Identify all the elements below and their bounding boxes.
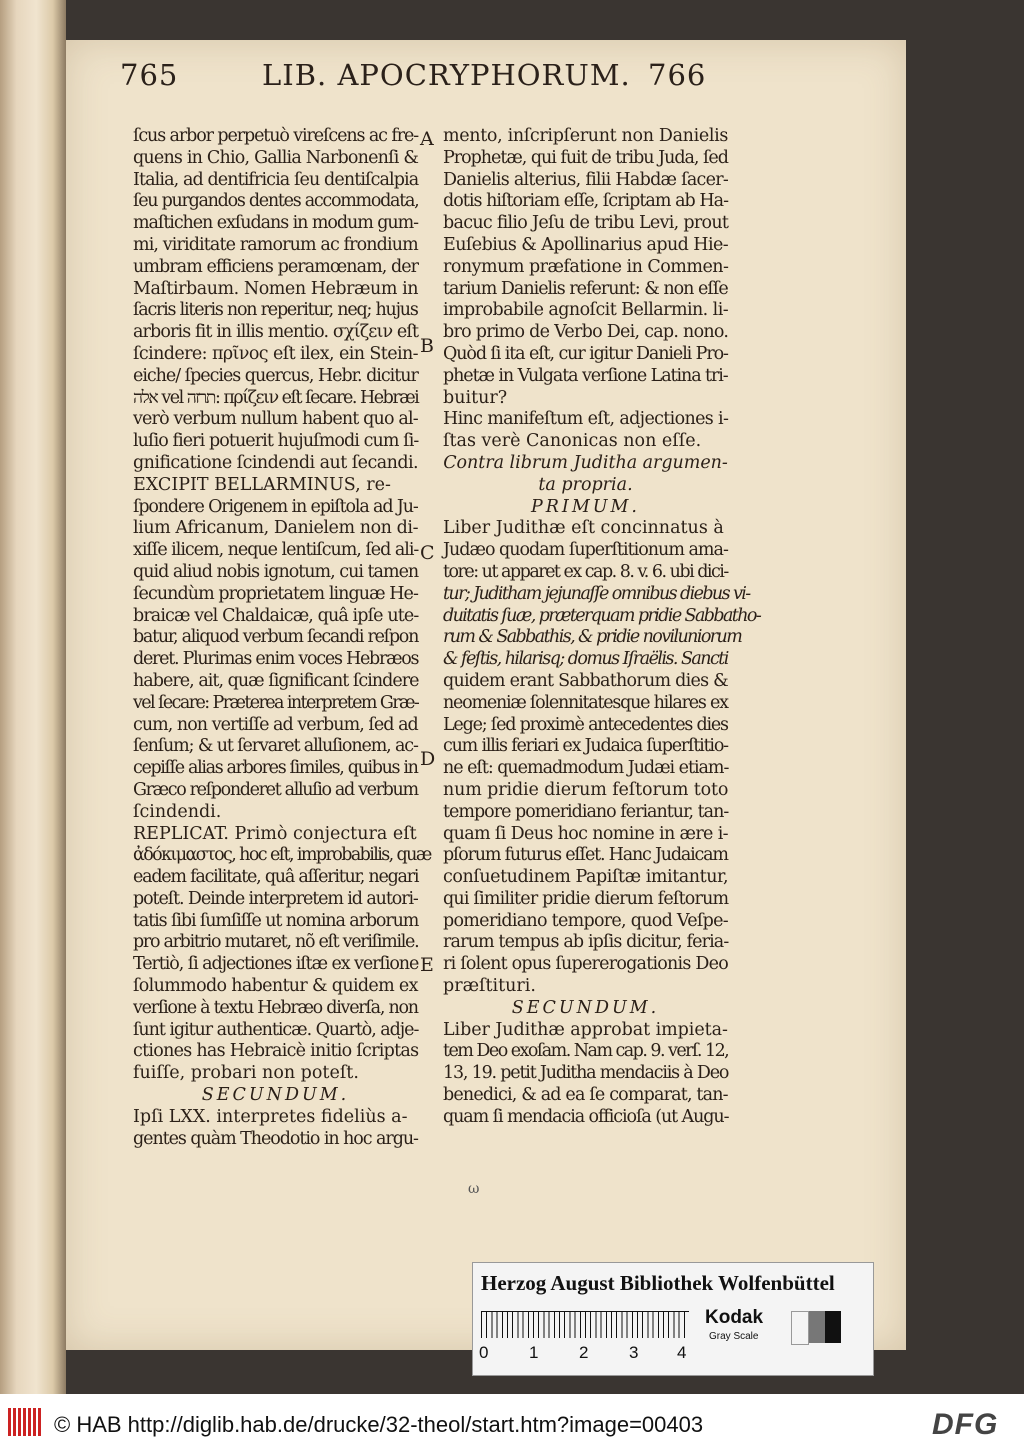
text-line: Ipſi LXX. interpretes fideliùs a- bbox=[133, 1106, 408, 1127]
text-line: quam ſi mendacia officioſa (ut Augu- bbox=[443, 1106, 729, 1127]
text-line: num pridie dierum feſtorum toto bbox=[443, 779, 729, 800]
text-line: eadem facilitate, quâ aſſeritur, negari bbox=[133, 867, 419, 888]
text-line: tatis ſibi ſumſiſſe ut nomina arborum bbox=[133, 910, 419, 931]
text-line: tore: ut apparet ex cap. 8. v. 6. ubi dici- bbox=[443, 561, 728, 582]
text-line: duitatis ſuæ, præterquam pridie Sabbatho- bbox=[443, 605, 761, 626]
text-line: ſecundùm proprietatem linguæ He- bbox=[133, 583, 418, 604]
footer-copyright-link[interactable]: © HAB http://diglib.hab.de/drucke/32-theol/start.htm?image=00403 bbox=[54, 1412, 704, 1437]
text-line: quid aliud nobis ignotum, cui tamen bbox=[133, 561, 419, 582]
text-line: tempore pomeridiano feriantur, tan- bbox=[443, 801, 729, 822]
text-line: tarium Danielis referunt: & non eſſe bbox=[443, 278, 728, 299]
text-line: ſunt igitur authenticæ. Quartò, adje- bbox=[133, 1019, 419, 1040]
color-target-card bbox=[472, 1262, 874, 1376]
text-line: ſolummodo habentur & quidem ex bbox=[133, 976, 418, 997]
text-line: pſorum futurus eſſet. Hanc Judaicam bbox=[443, 845, 728, 866]
text-line: ſacris literis non reperitur, neq; hujus bbox=[133, 300, 418, 321]
text-line: xiſſe ilicem, neque lentiſcum, ſed ali- bbox=[133, 540, 419, 561]
text-line: improbabile agnoſcit Bellarmin. li- bbox=[443, 300, 729, 321]
text-line: rum & Sabbathis, & pridie noviluniorum bbox=[443, 627, 742, 648]
running-title: LIB. APOCRYPHORUM. bbox=[262, 58, 631, 92]
margin-letter-b: B bbox=[420, 335, 434, 357]
scale-number: 1 bbox=[529, 1343, 539, 1362]
text-line: Contra librum Juditha argumen- bbox=[443, 452, 728, 473]
text-line: cum, non vertiſſe ad verbum, ſed ad bbox=[133, 714, 418, 735]
text-line: EXCIPIT BELLARMINUS, re- bbox=[133, 474, 391, 495]
text-line: bacuc filio Jeſu de tribu Levi, prout bbox=[443, 213, 729, 234]
text-line: gnificatione ſcindendi aut ſecandi. bbox=[133, 452, 419, 473]
gray-scale-label: Gray Scale bbox=[709, 1331, 759, 1342]
text-line: & feſtis, hilarisq; domus Iſraëlis. Sancti bbox=[443, 649, 728, 670]
text-line: phetæ in Vulgata verſione Latina tri- bbox=[443, 365, 728, 386]
text-line: Italia, ad dentifricia ſeu dentiſcalpia bbox=[133, 169, 419, 190]
text-line: dotis hiſtoriam eſſe, ſcriptam ab Ha- bbox=[443, 191, 729, 212]
text-line: Euſebius & Apollinarius apud Hie- bbox=[443, 234, 729, 255]
text-line: Danielis alterius, filii Habdæ ſacer- bbox=[443, 169, 729, 190]
text-line: deret. Plurimas enim voces Hebræos bbox=[133, 649, 419, 670]
text-line: ſtas verè Canonicas non eſſe. bbox=[443, 431, 702, 452]
margin-letter-a: A bbox=[420, 128, 434, 150]
text-line: quidem erant Sabbathorum dies & bbox=[443, 670, 728, 691]
text-line: eiche/ ſpecies quercus, Hebr. dicitur bbox=[133, 365, 418, 386]
text-line: fuiſſe, probari non poteſt. bbox=[133, 1063, 359, 1084]
scale-number: 4 bbox=[677, 1343, 687, 1362]
text-line: Maſtirbaum. Nomen Hebræum in bbox=[133, 278, 419, 299]
left-text-column bbox=[133, 126, 431, 1150]
text-line: ta propria. bbox=[538, 474, 633, 495]
text-line: verò verbum nullum habent quo al- bbox=[133, 409, 418, 430]
text-line: Lege; ſed proximè antecedentes dies bbox=[443, 714, 728, 735]
text-line: arboris fit in illis mentio. σχίζειν eſt bbox=[133, 322, 419, 343]
text-line: umbram efficiens peramœnam, der bbox=[133, 256, 419, 277]
scale-number: 0 bbox=[479, 1343, 489, 1362]
text-line: mento, inſcripſerunt non Danielis bbox=[443, 126, 729, 146]
text-line: mi, viriditate ramorum ac frondium bbox=[133, 234, 418, 255]
text-line: pomeridiano tempore, quod Veſpe- bbox=[443, 910, 728, 931]
swatch-black bbox=[825, 1311, 841, 1343]
text-line: 13, 19. petit Juditha mendaciis à Deo bbox=[443, 1063, 729, 1084]
text-line: rarum tempus ab ipſis dicitur, feria- bbox=[443, 932, 729, 953]
text-line: poteſt. Deinde interpretem id autori- bbox=[133, 888, 418, 909]
book-spine bbox=[0, 0, 66, 1394]
text-line: qui ſimiliter pridie dierum feſtorum bbox=[443, 888, 729, 909]
text-line: Quòd ſi ita eſt, cur igitur Danieli Pro- bbox=[443, 343, 728, 364]
text-line: ἀδόκιμαστος, hoc eſt, improbabilis, quæ bbox=[133, 845, 431, 866]
margin-letter-c: C bbox=[420, 542, 435, 564]
text-line: אלה vel תרזה: πρίζειν eſt ſecare. Hebræi bbox=[133, 387, 419, 408]
text-line: ronymum præfatione in Commen- bbox=[443, 256, 729, 277]
text-line: Liber Judithæ eſt concinnatus à bbox=[443, 518, 724, 539]
swatch-white bbox=[791, 1311, 809, 1345]
text-line: Hinc manifeſtum eſt, adjectiones i- bbox=[443, 409, 729, 430]
text-line: habere, ait, quæ ſignificant ſcindere bbox=[133, 670, 419, 691]
text-line: quam ſi Deus hoc nomine in ære i- bbox=[443, 823, 728, 844]
text-line: luſio fieri potuerit hujuſmodi cum ſi- bbox=[133, 431, 419, 452]
hab-logo-icon bbox=[8, 1408, 42, 1436]
text-line: pro arbitrio mutaret, nõ eſt veriſimile. bbox=[133, 932, 419, 953]
text-line: præſtituri. bbox=[443, 976, 536, 997]
text-line: verſione à textu Hebræo diverſa, non bbox=[133, 997, 418, 1018]
kodak-brand: Kodak bbox=[705, 1307, 764, 1328]
text-line: ne eſt: quemadmodum Judæi etiam- bbox=[443, 758, 729, 779]
gray-swatches bbox=[791, 1311, 841, 1345]
text-line: Liber Judithæ approbat impieta- bbox=[443, 1019, 728, 1040]
text-line: buitur? bbox=[443, 387, 508, 408]
scale-number: 2 bbox=[579, 1343, 589, 1362]
text-line: bro primo de Verbo Dei, cap. nono. bbox=[443, 322, 729, 343]
text-line: conſuetudinem Papiſtæ imitantur, bbox=[443, 867, 729, 888]
page-number-right: 766 bbox=[648, 58, 707, 92]
text-line: vel ſecare: Præterea interpretem Græ- bbox=[133, 692, 419, 713]
text-line: ſcindendi. bbox=[133, 801, 222, 822]
text-line: SECUNDUM. bbox=[511, 997, 660, 1018]
page-number-left: 765 bbox=[120, 58, 179, 92]
text-line: Prophetæ, qui fuit de tribu Juda, ſed bbox=[443, 147, 728, 168]
signature-mark: ω bbox=[468, 1181, 480, 1197]
text-line: ſcindere: πρῖνος eſt ilex, ein Stein- bbox=[133, 343, 418, 364]
text-line: quens in Chio, Gallia Narbonenſi & bbox=[133, 147, 419, 168]
right-text-column bbox=[443, 126, 761, 1129]
margin-letter-d: D bbox=[420, 748, 436, 770]
text-line: cepiſſe alias arbores ſimiles, quibus in bbox=[133, 758, 418, 779]
text-line: Græco reſponderet alluſio ad verbum bbox=[133, 779, 418, 800]
text-line: ſpondere Origenem in epiſtola ad Ju- bbox=[133, 496, 418, 517]
text-line: batur, aliquod verbum ſecandi reſpon bbox=[133, 627, 419, 648]
text-line: PRIMUM. bbox=[530, 496, 640, 517]
library-name: Herzog August Bibliothek Wolfenbüttel bbox=[481, 1271, 835, 1295]
swatch-gray bbox=[809, 1311, 825, 1343]
text-line: ctiones has Hebraicè initio ſcriptas bbox=[133, 1041, 419, 1062]
text-line: ſeu purgandos dentes accommodata, bbox=[133, 191, 419, 212]
text-line: Judæo quodam ſuperſtitionum ama- bbox=[443, 540, 728, 561]
dfg-logo: DFG bbox=[932, 1408, 999, 1441]
text-line: ſcus arbor perpetuò vireſcens ac fre- bbox=[133, 126, 419, 146]
text-line: ſenſum; & ut ſervaret alluſionem, ac- bbox=[133, 736, 418, 757]
scale-number: 3 bbox=[629, 1343, 639, 1362]
text-line: maſtichen exſudans in modum gum- bbox=[133, 213, 418, 234]
text-line: neomeniæ ſolennitatesque hilares ex bbox=[443, 692, 728, 713]
text-line: tur; Juditham jejunaſſe omnibus diebus vi- bbox=[443, 583, 750, 604]
text-line: braicæ vel Chaldaicæ, quâ ipſe ute- bbox=[133, 605, 419, 626]
text-line: ri ſolent opus ſupererogationis Deo bbox=[443, 954, 728, 975]
scale-ruler bbox=[481, 1311, 689, 1338]
text-line: SECUNDUM. bbox=[201, 1085, 350, 1106]
text-line: cum illis feriari ex Judaica ſuperſtitio- bbox=[443, 736, 728, 757]
text-line: tem Deo exoſam. Nam cap. 9. verſ. 12, bbox=[443, 1041, 729, 1062]
margin-letter-e: E bbox=[420, 954, 434, 976]
text-line: lium Africanum, Danielem non di- bbox=[133, 518, 419, 539]
text-line: gentes quàm Theodotio in hoc argu- bbox=[133, 1128, 418, 1149]
text-line: REPLICAT. Primò conjectura eſt bbox=[133, 823, 417, 844]
text-line: Tertiò, ſi adjectiones iſtæ ex verſione bbox=[133, 954, 419, 975]
footer-bar bbox=[0, 1394, 1024, 1454]
text-line: benedici, & ad ea ſe comparat, tan- bbox=[443, 1085, 728, 1106]
